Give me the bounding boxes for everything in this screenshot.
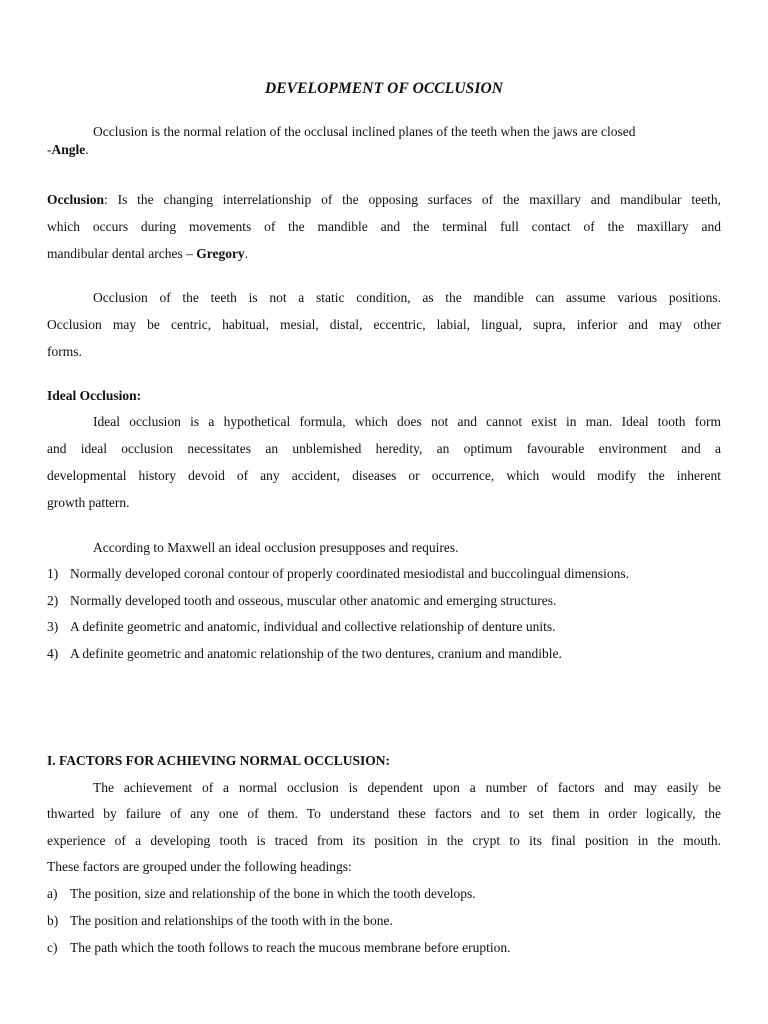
list-item — [0, 619, 768, 639]
factors-paragraph-line1: The achievement of a normal occlusion is dependent upon a number of factors and may easily be — [93, 780, 721, 795]
term-occlusion: Occlusion — [47, 192, 105, 207]
gregory-definition-line3 — [47, 246, 721, 262]
gregory-definition-line1 — [47, 192, 721, 208]
gregory-line3-text: mandibular dental arches – — [47, 246, 197, 261]
list-item — [0, 886, 768, 906]
static-paragraph-line3: forms. — [47, 344, 82, 359]
static-paragraph-line2: Occlusion may be centric, habitual, mesial, distal, eccentric, labial, lingual, supra, inferior and may other — [47, 317, 721, 332]
list-item-text: The path which the tooth follows to reach the mucous membrane before eruption. — [70, 940, 511, 955]
list-item-text: The position, size and relationship of the bone in which the tooth develops. — [70, 886, 476, 901]
list-item-text: The position and relationships of the tooth with in the bone. — [70, 913, 393, 928]
factors-paragraph-line4: These factors are grouped under the following headings: — [47, 859, 352, 874]
factors-paragraph-line3: experience of a developing tooth is traced from its position in the crypt to its final position in the mouth. — [47, 833, 721, 848]
attribution-dash: - — [47, 142, 52, 157]
list-item-text: A definite geometric and anatomic, individual and collective relationship of denture units. — [70, 619, 556, 634]
static-paragraph-line1: Occlusion of the teeth is not a static condition, as the mandible can assume various positions. — [93, 290, 721, 305]
list-item — [0, 913, 768, 933]
list-item — [0, 940, 768, 960]
list-item — [0, 593, 768, 613]
factors-heading: I. FACTORS FOR ACHIEVING NORMAL OCCLUSION: — [47, 753, 391, 768]
list-item-letter: c) — [47, 940, 58, 955]
ideal-paragraph-line3: developmental history devoid of any accident, diseases or occurrence, which would modify the inherent — [47, 468, 721, 483]
ideal-occlusion-heading: Ideal Occlusion: — [47, 388, 142, 403]
attribution-period: . — [85, 142, 89, 157]
page-title: DEVELOPMENT OF OCCLUSION — [264, 80, 504, 97]
author-gregory: Gregory — [196, 246, 245, 261]
maxwell-intro: According to Maxwell an ideal occlusion presupposes and requires. — [93, 540, 459, 555]
list-item-number: 4) — [47, 646, 59, 661]
list-item — [0, 646, 768, 666]
ideal-paragraph-line1: Ideal occlusion is a hypothetical formula, which does not and cannot exist in man. Ideal tooth form — [93, 414, 721, 429]
list-item-text: Normally developed coronal contour of properly coordinated mesiodistal and buccolingual dimensions. — [70, 566, 629, 581]
list-item-letter: a) — [47, 886, 58, 901]
list-item-text: A definite geometric and anatomic relationship of the two dentures, cranium and mandible. — [70, 646, 562, 661]
ideal-paragraph-line4: growth pattern. — [47, 495, 130, 510]
list-item — [0, 566, 768, 586]
list-item-letter: b) — [47, 913, 59, 928]
factors-paragraph-line2: thwarted by failure of any one of them. To understand these factors and to set them in order logically, the — [47, 806, 721, 821]
ideal-paragraph-line2: and ideal occlusion necessitates an unblemished heredity, an optimum favourable environment and a — [47, 441, 721, 456]
angle-definition-line1: Occlusion is the normal relation of the occlusal inclined planes of the teeth when the jaws are closed — [93, 124, 636, 139]
author-angle: Angle — [51, 142, 86, 157]
gregory-period: . — [244, 246, 249, 261]
angle-attribution — [47, 142, 721, 158]
gregory-line1-rest: : Is the changing interrelationship of the opposing surfaces of the maxillary and mandibular teeth, — [104, 192, 721, 207]
list-item-number: 1) — [47, 566, 59, 581]
list-item-number: 2) — [47, 593, 59, 608]
list-item-number: 3) — [47, 619, 59, 634]
list-item-text: Normally developed tooth and osseous, muscular other anatomic and emerging structures. — [70, 593, 557, 608]
gregory-definition-line2: which occurs during movements of the mandible and the terminal full contact of the maxillary and — [47, 219, 721, 234]
